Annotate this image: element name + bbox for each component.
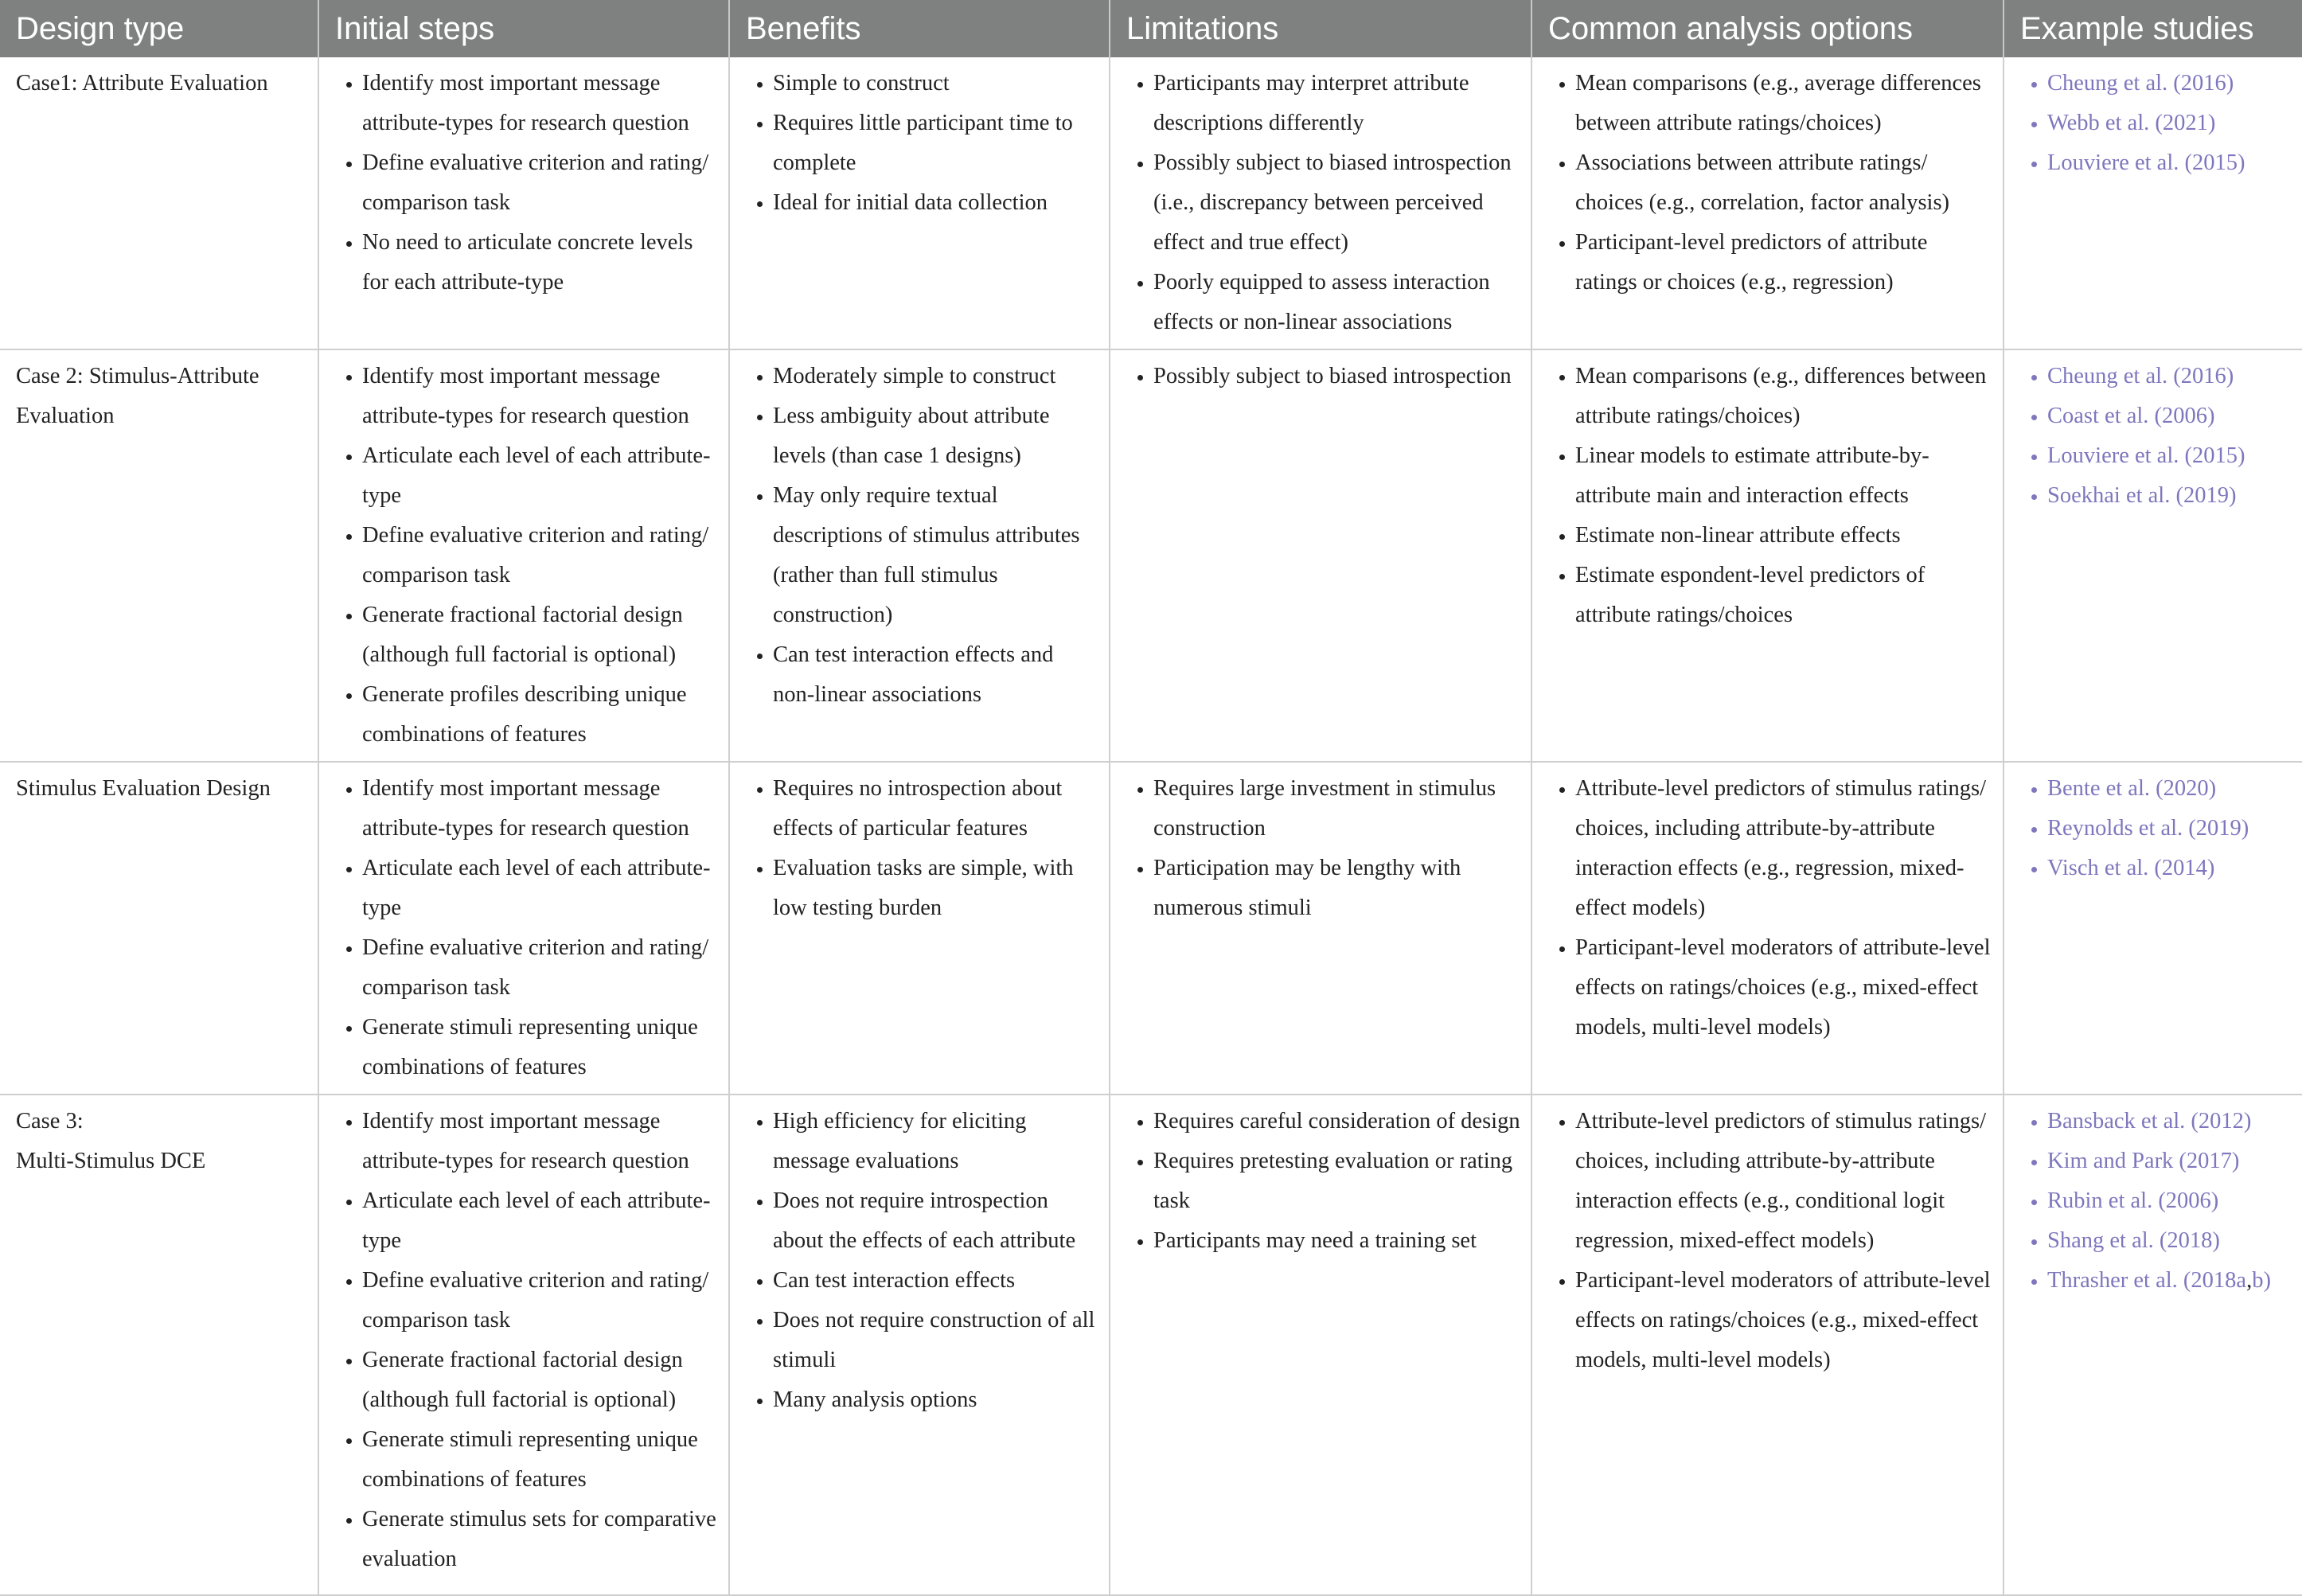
example-studies-cell — [2004, 1095, 2302, 1595]
study-link[interactable]: • Soekhai et al. (2019) — [2047, 476, 2292, 516]
study-link[interactable]: • Rubin et al. (2006) — [2047, 1181, 2292, 1221]
list-item: • Participants may need a training set — [1153, 1221, 1521, 1261]
list-item: • Attribute-level predictors of stimulus ratings/ choices, including attribute-by-attribute interaction effects (e.g., regression, mixed-effect models) — [1575, 769, 1993, 928]
header-initial-steps: Initial steps — [318, 0, 729, 57]
list-item: • May only require textual descriptions of stimulus attributes (rather than full stimulus construction) — [773, 476, 1099, 635]
study-link[interactable]: • Reynolds et al. (2019) — [2047, 809, 2292, 849]
list-item: • Identify most important message attribute-types for research question — [362, 769, 719, 849]
list-item: • High efficiency for eliciting message evaluations — [773, 1102, 1099, 1181]
table-row — [0, 57, 2302, 349]
list-item: • Participant-level predictors of attribute ratings or choices (e.g., regression) — [1575, 223, 1993, 302]
limitations-cell — [1110, 349, 1531, 762]
study-link[interactable]: • Kim and Park (2017) — [2047, 1141, 2292, 1181]
list-item: • Moderately simple to construct — [773, 357, 1099, 396]
study-link[interactable]: • Louviere et al. (2015) — [2047, 143, 2292, 183]
list-item: • Generate profiles describing unique combinations of features — [362, 675, 719, 755]
initial-steps-cell — [318, 1095, 729, 1595]
list-item: • Generate stimulus sets for comparative evaluation — [362, 1500, 719, 1579]
design-type-cell — [0, 57, 318, 349]
header-row — [0, 0, 2302, 57]
header-design-type: Design type — [0, 0, 318, 57]
limitations-cell — [1110, 57, 1531, 349]
list-item: • Generate stimuli representing unique combinations of features — [362, 1008, 719, 1087]
list-item: • Define evaluative criterion and rating/ comparison task — [362, 928, 719, 1008]
study-link[interactable]: • Visch et al. (2014) — [2047, 849, 2292, 888]
analysis-options-cell — [1531, 57, 2004, 349]
study-link[interactable]: • Louviere et al. (2015) — [2047, 436, 2292, 476]
list-item: • Can test interaction effects and non-linear associations — [773, 635, 1099, 715]
initial-steps-cell — [318, 57, 729, 349]
list-item: • Linear models to estimate attribute-by-attribute main and interaction effects — [1575, 436, 1993, 516]
list-item: • Requires little participant time to complete — [773, 103, 1099, 183]
benefits-cell — [729, 57, 1110, 349]
list-item: • Possibly subject to biased introspection — [1153, 357, 1521, 396]
list-item: • Requires no introspection about effects of particular features — [773, 769, 1099, 849]
design-type-line: Multi-Stimulus DCE — [16, 1149, 206, 1173]
list-item: • Define evaluative criterion and rating/ comparison task — [362, 1261, 719, 1340]
study-link[interactable]: • Cheung et al. (2016) — [2047, 64, 2292, 103]
study-link[interactable]: • Webb et al. (2021) — [2047, 103, 2292, 143]
list-item: • Mean comparisons (e.g., average differences between attribute ratings/choices) — [1575, 64, 1993, 143]
list-item: • Define evaluative criterion and rating/ comparison task — [362, 143, 719, 223]
study-link[interactable]: • Bente et al. (2020) — [2047, 769, 2292, 809]
header-example-studies: Example studies — [2004, 0, 2302, 57]
table-row — [0, 762, 2302, 1095]
example-studies-cell — [2004, 57, 2302, 349]
list-item: • Associations between attribute ratings/ choices (e.g., correlation, factor analysis) — [1575, 143, 1993, 223]
study-link[interactable]: • Coast et al. (2006) — [2047, 396, 2292, 436]
list-item: • Generate stimuli representing unique combinations of features — [362, 1420, 719, 1500]
list-item: • Generate fractional factorial design (although full factorial is optional) — [362, 1340, 719, 1420]
design-type-line: Case 2: Stimulus-Attribute — [16, 364, 259, 388]
list-item: • Identify most important message attribute-types for research question — [362, 64, 719, 143]
list-item: • Can test interaction effects — [773, 1261, 1099, 1301]
header-benefits: Benefits — [729, 0, 1110, 57]
design-type-line: Evaluation — [16, 404, 115, 428]
list-item: • Many analysis options — [773, 1380, 1099, 1420]
design-type-line: Case 3: — [16, 1109, 84, 1134]
study-link-separator: , — [2246, 1268, 2253, 1293]
list-item: • Evaluation tasks are simple, with low testing burden — [773, 849, 1099, 928]
study-link-part[interactable]: Thrasher et al. (2018a — [2047, 1268, 2247, 1293]
list-item: • Generate fractional factorial design (although full factorial is optional) — [362, 595, 719, 675]
list-item: • Attribute-level predictors of stimulus ratings/ choices, including attribute-by-attribute interaction effects (e.g., conditional logit regression, mixed-effect models) — [1575, 1102, 1993, 1261]
list-item: • Participants may interpret attribute descriptions differently — [1153, 64, 1521, 143]
list-item: • Estimate non-linear attribute effects — [1575, 516, 1993, 556]
benefits-cell — [729, 762, 1110, 1095]
list-item: • Articulate each level of each attribute-type — [362, 1181, 719, 1261]
example-studies-cell — [2004, 762, 2302, 1095]
study-link[interactable]: • Shang et al. (2018) — [2047, 1221, 2292, 1261]
design-type-line: Stimulus Evaluation Design — [16, 776, 271, 801]
design-type-line: Case1: Attribute Evaluation — [16, 71, 268, 96]
list-item: • Participant-level moderators of attribute-level effects on ratings/choices (e.g., mixed-effect models, multi-level models) — [1575, 1261, 1993, 1380]
list-item: • Does not require construction of all stimuli — [773, 1301, 1099, 1380]
list-item: • Does not require introspection about the effects of each attribute — [773, 1181, 1099, 1261]
list-item: • No need to articulate concrete levels for each attribute-type — [362, 223, 719, 302]
benefits-cell — [729, 1095, 1110, 1595]
list-item: • Requires large investment in stimulus construction — [1153, 769, 1521, 849]
table-row — [0, 349, 2302, 762]
list-item: • Ideal for initial data collection — [773, 183, 1099, 223]
analysis-options-cell — [1531, 1095, 2004, 1595]
list-item: • Simple to construct — [773, 64, 1099, 103]
list-item: • Identify most important message attribute-types for research question — [362, 1102, 719, 1181]
design-type-cell — [0, 762, 318, 1095]
table-row — [0, 1095, 2302, 1595]
list-item: • Define evaluative criterion and rating/ comparison task — [362, 516, 719, 595]
study-link[interactable]: • Bansback et al. (2012) — [2047, 1102, 2292, 1141]
benefits-cell — [729, 349, 1110, 762]
analysis-options-cell — [1531, 349, 2004, 762]
limitations-cell — [1110, 1095, 1531, 1595]
list-item: • Participant-level moderators of attribute-level effects on ratings/choices (e.g., mixed-effect models, multi-level models) — [1575, 928, 1993, 1048]
design-type-cell — [0, 1095, 318, 1595]
header-analysis-options: Common analysis options — [1531, 0, 2004, 57]
study-link[interactable]: • Cheung et al. (2016) — [2047, 357, 2292, 396]
initial-steps-cell — [318, 762, 729, 1095]
example-studies-cell — [2004, 349, 2302, 762]
list-item: • Identify most important message attribute-types for research question — [362, 357, 719, 436]
study-link-combined[interactable] — [2047, 1261, 2292, 1301]
list-item: • Articulate each level of each attribute-type — [362, 436, 719, 516]
list-item: • Possibly subject to biased introspection (i.e., discrepancy between perceived effect and true effect) — [1153, 143, 1521, 263]
limitations-cell — [1110, 762, 1531, 1095]
analysis-options-cell — [1531, 762, 2004, 1095]
design-type-cell — [0, 349, 318, 762]
list-item: • Requires careful consideration of design — [1153, 1102, 1521, 1141]
list-item: • Participation may be lengthy with numerous stimuli — [1153, 849, 1521, 928]
list-item: • Poorly equipped to assess interaction effects or non-linear associations — [1153, 263, 1521, 342]
list-item: • Requires pretesting evaluation or rating task — [1153, 1141, 1521, 1221]
header-limitations: Limitations — [1110, 0, 1531, 57]
list-item: • Estimate espondent-level predictors of attribute ratings/choices — [1575, 556, 1993, 635]
initial-steps-cell — [318, 349, 729, 762]
list-item: • Articulate each level of each attribute-type — [362, 849, 719, 928]
study-link-part[interactable]: b) — [2252, 1268, 2271, 1293]
list-item: • Less ambiguity about attribute levels (than case 1 designs) — [773, 396, 1099, 476]
list-item: • Mean comparisons (e.g., differences between attribute ratings/choices) — [1575, 357, 1993, 436]
